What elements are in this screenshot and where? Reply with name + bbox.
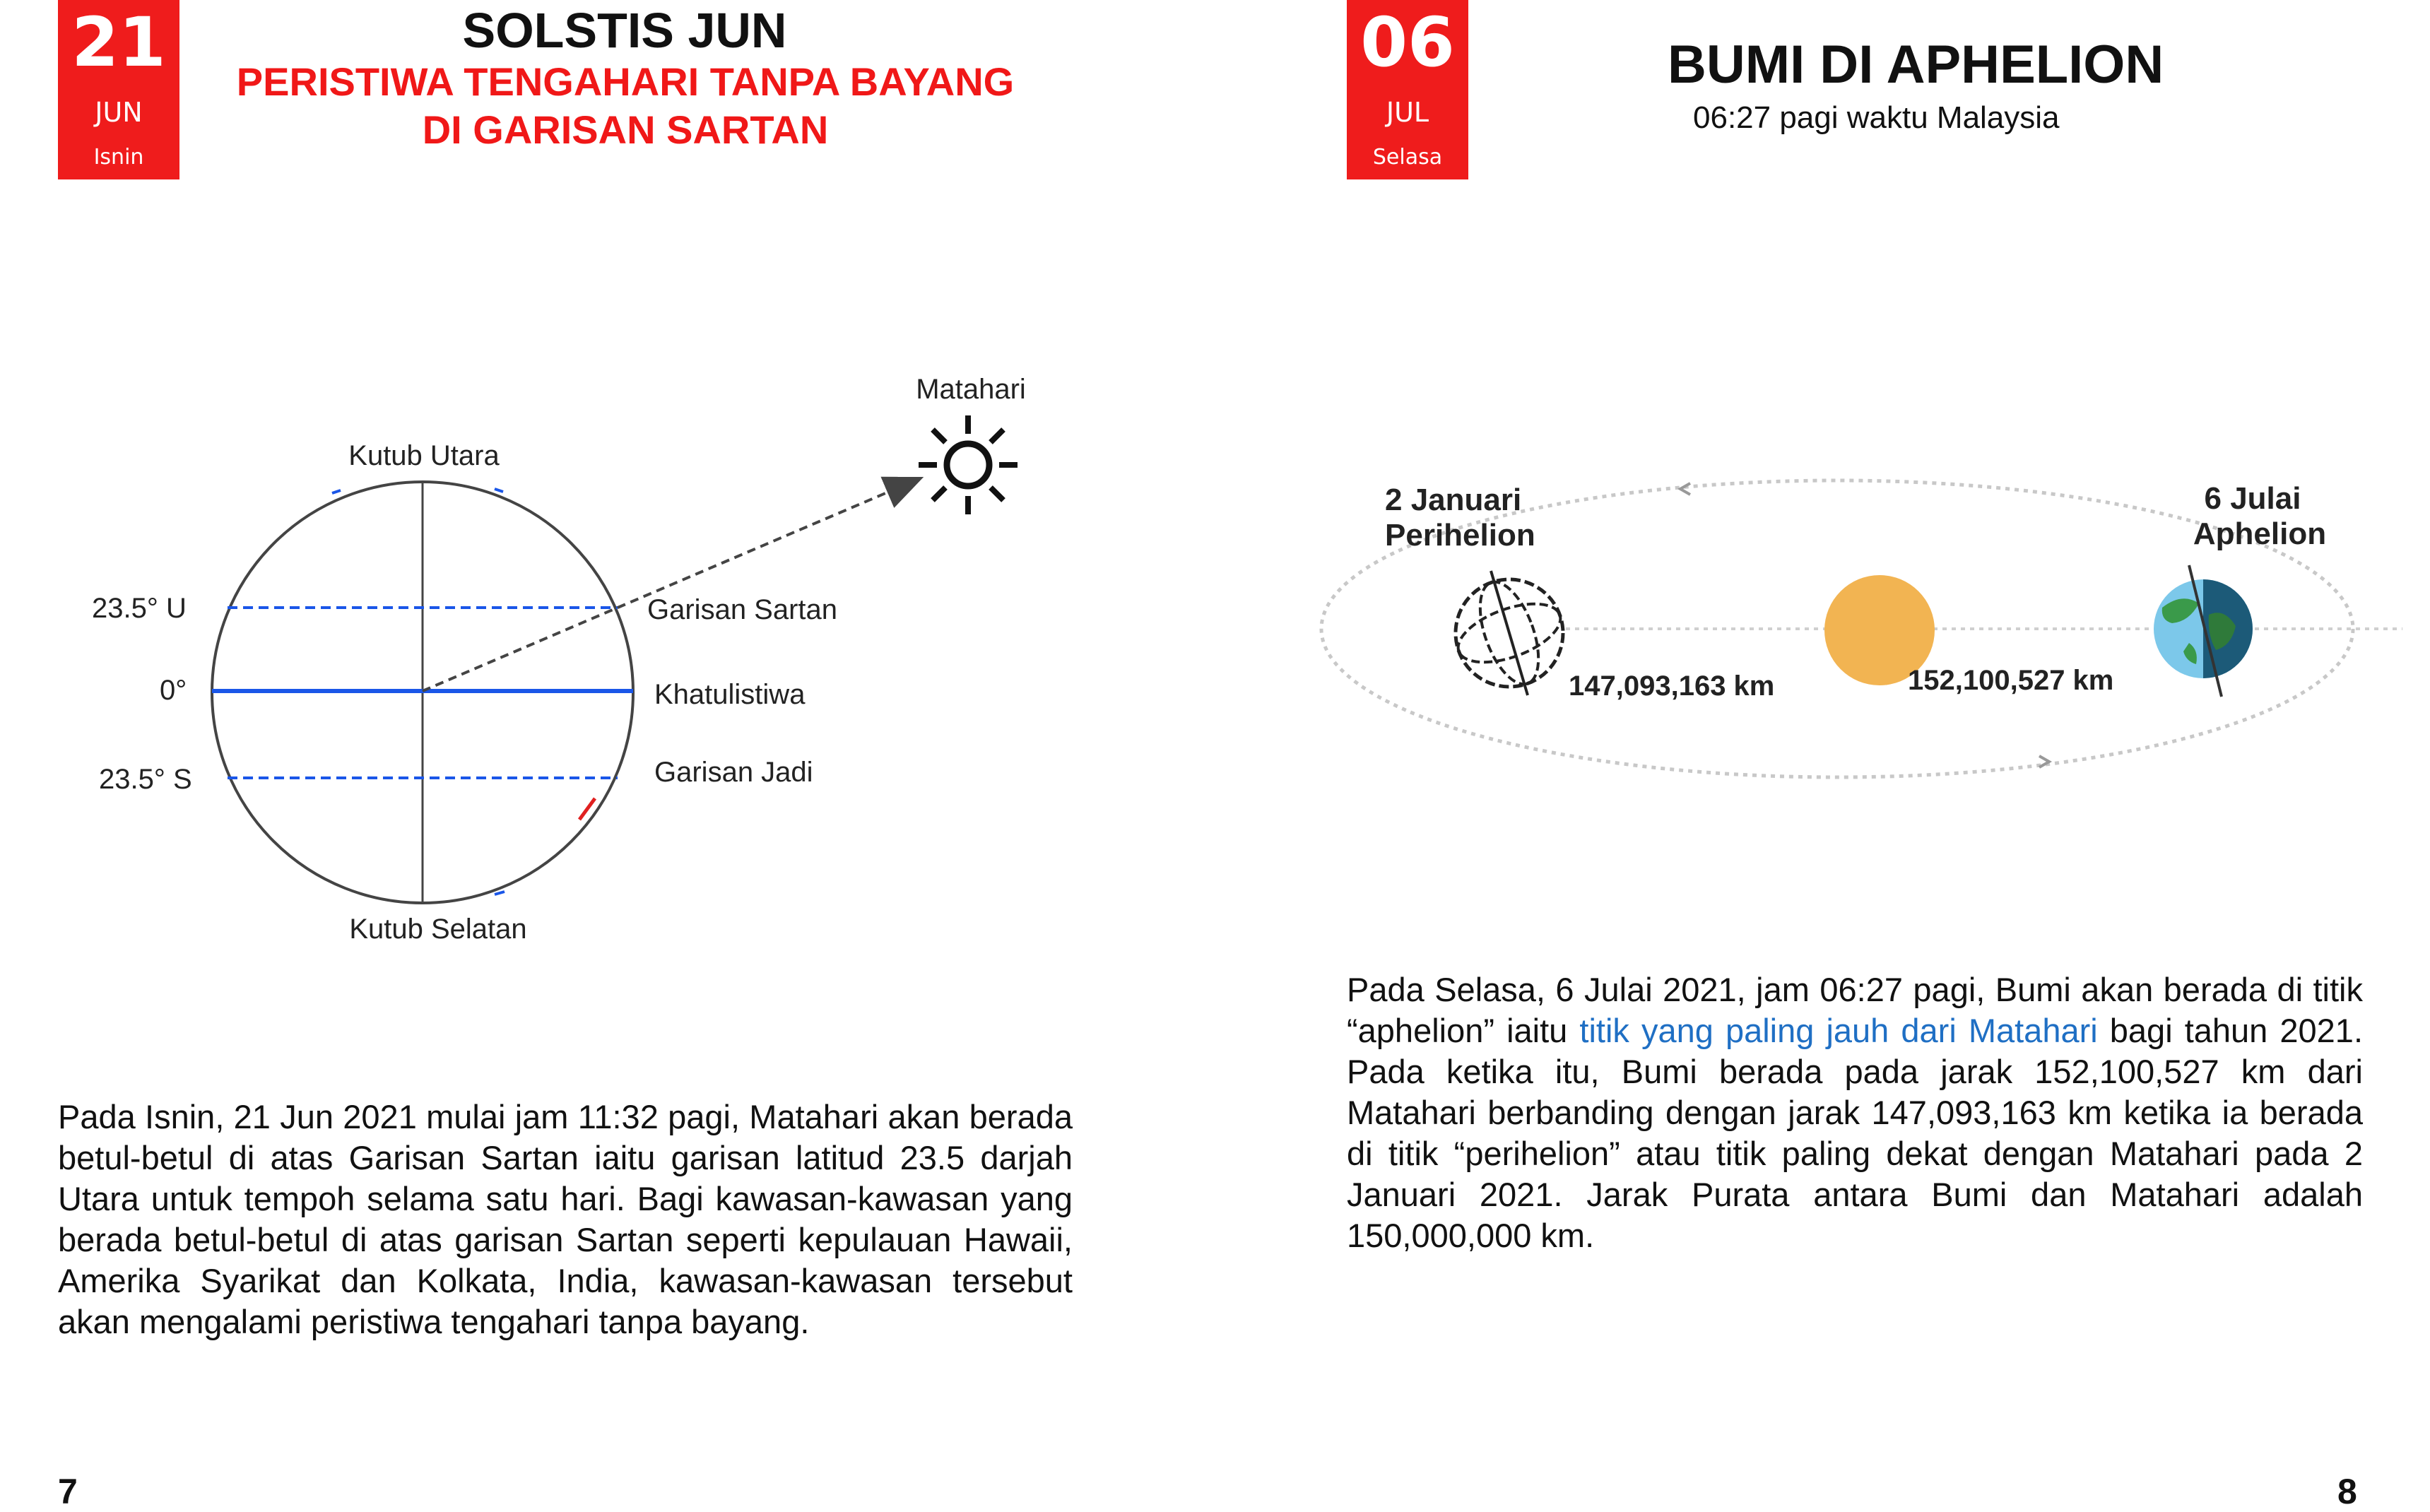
date-badge bbox=[1347, 0, 1468, 179]
tropic-capricorn-label: Garisan Jadi bbox=[654, 757, 813, 788]
subtitle-line-1: PERISTIWA TENGAHARI TANPA BAYANG bbox=[236, 59, 1015, 104]
aphelion-earth-icon bbox=[2154, 565, 2253, 697]
orbit-diagram bbox=[1215, 452, 2430, 820]
right-page bbox=[1215, 0, 2430, 1511]
north-pole-label: Kutub Utara bbox=[348, 440, 500, 471]
time-note: 06:27 pagi waktu Malaysia bbox=[1693, 100, 2060, 135]
date-day: 21 bbox=[71, 3, 166, 82]
page-title: BUMI DI APHELION bbox=[1668, 35, 2164, 95]
lat-zero-label: 0° bbox=[160, 675, 187, 706]
date-weekday: Selasa bbox=[1372, 145, 1443, 170]
date-month: JUL bbox=[1386, 97, 1429, 128]
body-highlight: titik yang paling jauh dari Matahari bbox=[1579, 1012, 2098, 1049]
date-day: 06 bbox=[1360, 3, 1455, 82]
left-page bbox=[0, 0, 1215, 1511]
page-title-text: SOLSTIS JUN bbox=[462, 3, 787, 58]
body-text-part-2: bagi tahun 2021. Pada ketika itu, Bumi berada pada jarak 152,100,527 km dari Matahari berbanding dengan jarak 147,093,163 km ketika ia berada di titik “perihelion” atau titik paling dekat dengan Matahari pada 2 Januari 2021. Jarak Purata antara Bumi dan Matahari adalah 150,000,000 km. bbox=[1347, 1012, 2364, 1254]
page-number: 8 bbox=[2337, 1472, 2357, 1511]
perihelion-label: Perihelion bbox=[1385, 518, 1535, 553]
solstice-diagram bbox=[0, 339, 1215, 975]
subtitle-line-2: DI GARISAN SARTAN bbox=[422, 107, 829, 152]
aphelion-distance-label: 152,100,527 km bbox=[1908, 665, 2114, 696]
page-subtitle bbox=[170, 58, 1081, 154]
page-number: 7 bbox=[58, 1472, 78, 1511]
perihelion-earth-icon bbox=[1451, 571, 1568, 695]
page-title bbox=[0, 3, 1249, 58]
date-month: JUN bbox=[95, 97, 143, 128]
lat-north-label: 23.5° U bbox=[92, 593, 187, 624]
south-pole-label: Kutub Selatan bbox=[349, 914, 527, 945]
orbit-direction-chevron bbox=[1680, 483, 1690, 495]
sun-icon bbox=[919, 415, 1018, 514]
body-paragraph: Pada Isnin, 21 Jun 2021 mulai jam 11:32 pagi, Matahari akan berada betul-betul di atas Garisan Sartan iaitu garisan latitud 23.5 darjah Utara untuk tempoh selama satu hari. Bagi kawasan-kawasan yang berada betul-betul di atas garisan Sartan seperti kepulauan Hawaii, Amerika Syarikat dan Kolkata, India, kawasan-kawasan tersebut akan mengalami peristiwa tengahari tanpa bayang. bbox=[58, 1098, 1073, 1340]
tropic-cancer-label: Garisan Sartan bbox=[647, 594, 838, 625]
aphelion-label: Aphelion bbox=[2193, 516, 2327, 551]
body-paragraph bbox=[1347, 969, 2363, 1256]
perihelion-distance-label: 147,093,163 km bbox=[1569, 671, 1775, 702]
date-weekday: Isnin bbox=[93, 145, 144, 170]
sun-label: Matahari bbox=[916, 374, 1026, 405]
perihelion-date-label: 2 Januari bbox=[1385, 483, 1522, 517]
aphelion-date-label: 6 Julai bbox=[2204, 481, 2301, 516]
body-text-part-1: Pada Selasa, 6 Julai 2021, jam 06:27 pagi, Bumi akan berada di titik “aphelion” iaitu bbox=[1347, 971, 2363, 1049]
lat-south-label: 23.5° S bbox=[99, 764, 192, 795]
equator-label: Khatulistiwa bbox=[654, 679, 806, 710]
sun-ray-arrow bbox=[423, 479, 919, 691]
